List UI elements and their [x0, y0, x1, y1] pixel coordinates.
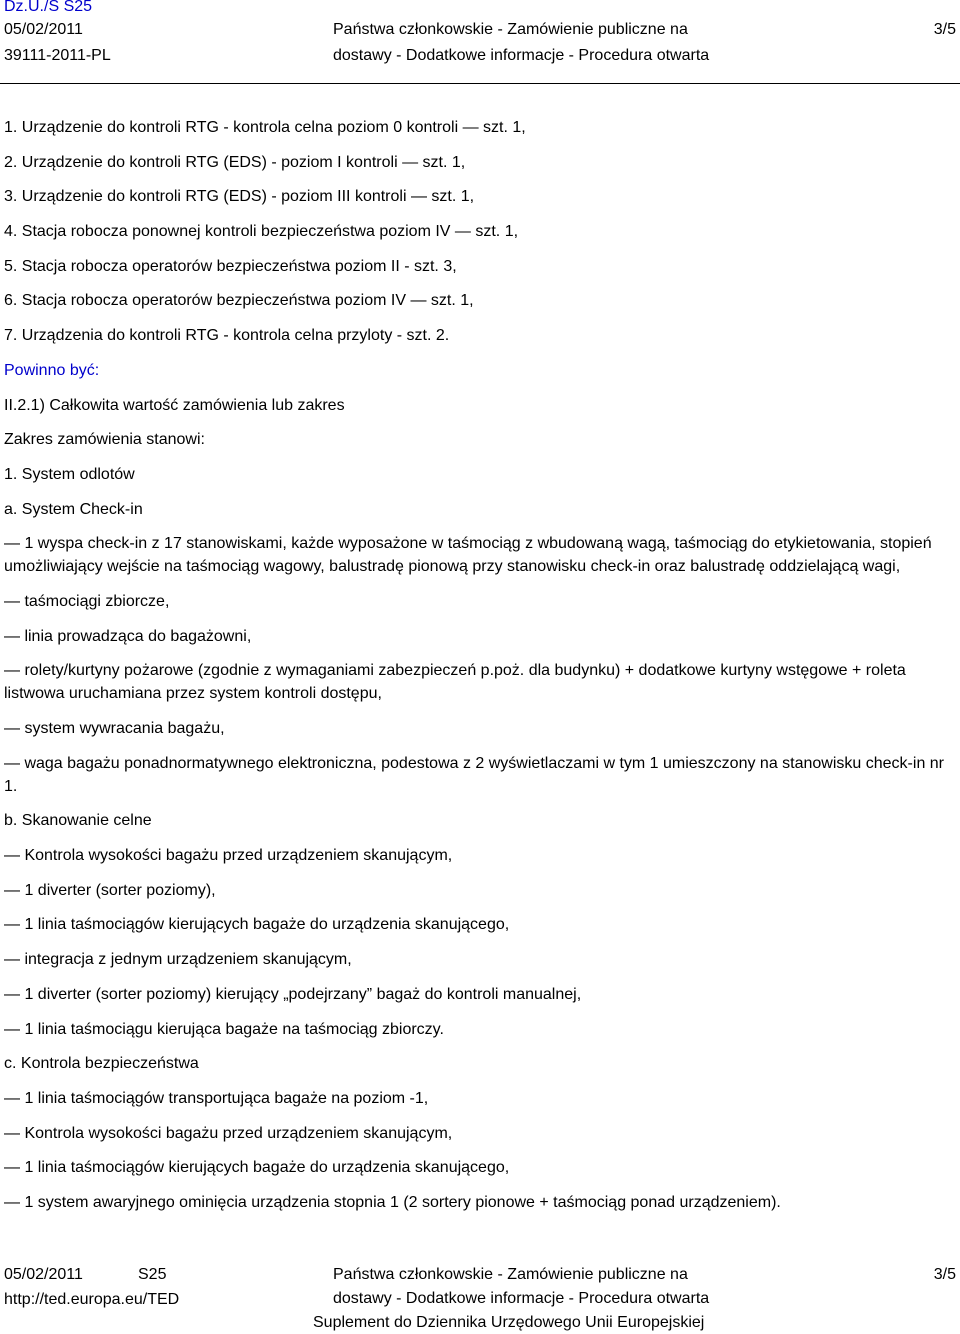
list-item: — waga bagażu ponadnormatywnego elektroniczna, podestowa z 2 wyświetlaczami w tym 1 umieszczony na stanowisku check-in nr 1. — [4, 754, 945, 795]
list-item: — 1 system awaryjnego ominięcia urządzenia stopnia 1 (2 sortery pionowe + taśmociąg ponad urządzeniem). — [4, 1193, 781, 1211]
list-item: — rolety/kurtyny pożarowe (zgodnie z wymaganiami zabezpieczeń p.poż. dla budynku) + dodatkowe kurtyny wstęgowe + roleta listwowa uruchamiana przez system kontroli dostępu, — [4, 662, 906, 703]
section-title: II.2.1) Całkowita wartość zamówienia lub zakres — [4, 396, 345, 414]
list-item: — 1 linia taśmociągów kierujących bagaże do urządzenia skanującego, — [4, 1159, 510, 1177]
list-item: — Kontrola wysokości bagażu przed urządzeniem skanującym, — [4, 1124, 453, 1142]
item-line-4: 4. Stacja robocza ponownej kontroli bezpieczeństwa poziom IV — szt. 1, — [4, 223, 519, 241]
header-date: 05/02/2011 — [4, 21, 83, 38]
footer-page-number: 3/5 — [933, 1266, 956, 1283]
item-line-6: 6. Stacja robocza operatorów bezpieczeństwa poziom IV — szt. 1, — [4, 292, 474, 310]
scope-intro: Zakres zamówienia stanowi: — [4, 431, 205, 449]
page-header — [0, 0, 960, 80]
footer-title-line2: dostawy - Dodatkowe informacje - Procedura otwarta — [333, 1290, 710, 1307]
item-line-2: 2. Urządzenie do kontroli RTG (EDS) - poziom I kontroli — szt. 1, — [4, 153, 466, 171]
list-item: — linia prowadząca do bagażowni, — [4, 627, 252, 645]
list-item: — integracja z jednym urządzeniem skanującym, — [4, 951, 352, 969]
subsection-c: c. Kontrola bezpieczeństwa — [4, 1055, 199, 1073]
item-line-5: 5. Stacja robocza operatorów bezpieczeństwa poziom II - szt. 3, — [4, 257, 457, 275]
footer-date: 05/02/2011 — [4, 1266, 83, 1283]
list-item: — system wywracania bagażu, — [4, 720, 225, 737]
header-title-line1: Państwa członkowskie - Zamówienie publiczne na — [333, 21, 688, 38]
header-divider — [0, 83, 960, 84]
item-line-3: 3. Urządzenie do kontroli RTG (EDS) - poziom III kontroli — szt. 1, — [4, 188, 475, 206]
subsection-heading: 1. System odlotów — [4, 465, 135, 483]
subsection-b: b. Skanowanie celne — [4, 812, 152, 830]
list-item: — 1 linia taśmociągów transportująca bagaże na poziom -1, — [4, 1089, 429, 1107]
document-body — [4, 116, 954, 1226]
item-line-7: 7. Urządzenia do kontroli RTG - kontrola celna przyloty - szt. 2. — [4, 327, 450, 345]
footer-series-code: S25 — [138, 1266, 167, 1283]
list-item: — 1 diverter (sorter poziomy) kierujący „podejrzany” bagaż do kontroli manualnej, — [4, 985, 582, 1003]
list-item: — 1 linia taśmociągów kierujących bagaże do urządzenia skanującego, — [4, 916, 510, 934]
header-document-id: 39111-2011-PL — [4, 47, 111, 64]
section-heading-powinno-byc: Powinno być: — [4, 361, 100, 379]
list-item: — taśmociągi zbiorcze, — [4, 592, 170, 610]
footer-url-link[interactable]: http://ted.europa.eu/TED — [4, 1291, 180, 1308]
header-title-line2: dostawy - Dodatkowe informacje - Procedura otwarta — [333, 47, 710, 64]
list-item: — Kontrola wysokości bagażu przed urządzeniem skanującym, — [4, 847, 453, 865]
list-item: — 1 linia taśmociągu kierująca bagaże na taśmociąg zbiorczy. — [4, 1020, 444, 1038]
item-line-1: 1. Urządzenie do kontroli RTG - kontrola celna poziom 0 kontroli — szt. 1, — [4, 119, 526, 136]
subsection-a: a. System Check-in — [4, 500, 143, 518]
footer-title-line1: Państwa członkowskie - Zamówienie publiczne na — [333, 1266, 688, 1283]
header-page-number: 3/5 — [933, 21, 956, 38]
list-item: — 1 diverter (sorter poziomy), — [4, 881, 216, 899]
list-item: — 1 wyspa check-in z 17 stanowiskami, każde wyposażone w taśmociąg z wbudowaną wagą, taśmociąg do etykietowania, stopień umożliwiający wejście na taśmociąg wagowy, balustradę pionową przy stanowisku check-in oraz balustradę oddzielającą wagi, — [4, 535, 932, 576]
journal-reference-link[interactable]: Dz.U./S S25 — [4, 0, 93, 15]
page-footer — [0, 1264, 960, 1334]
footer-title-line3: Suplement do Dziennika Urzędowego Unii Europejskiej — [313, 1314, 705, 1331]
